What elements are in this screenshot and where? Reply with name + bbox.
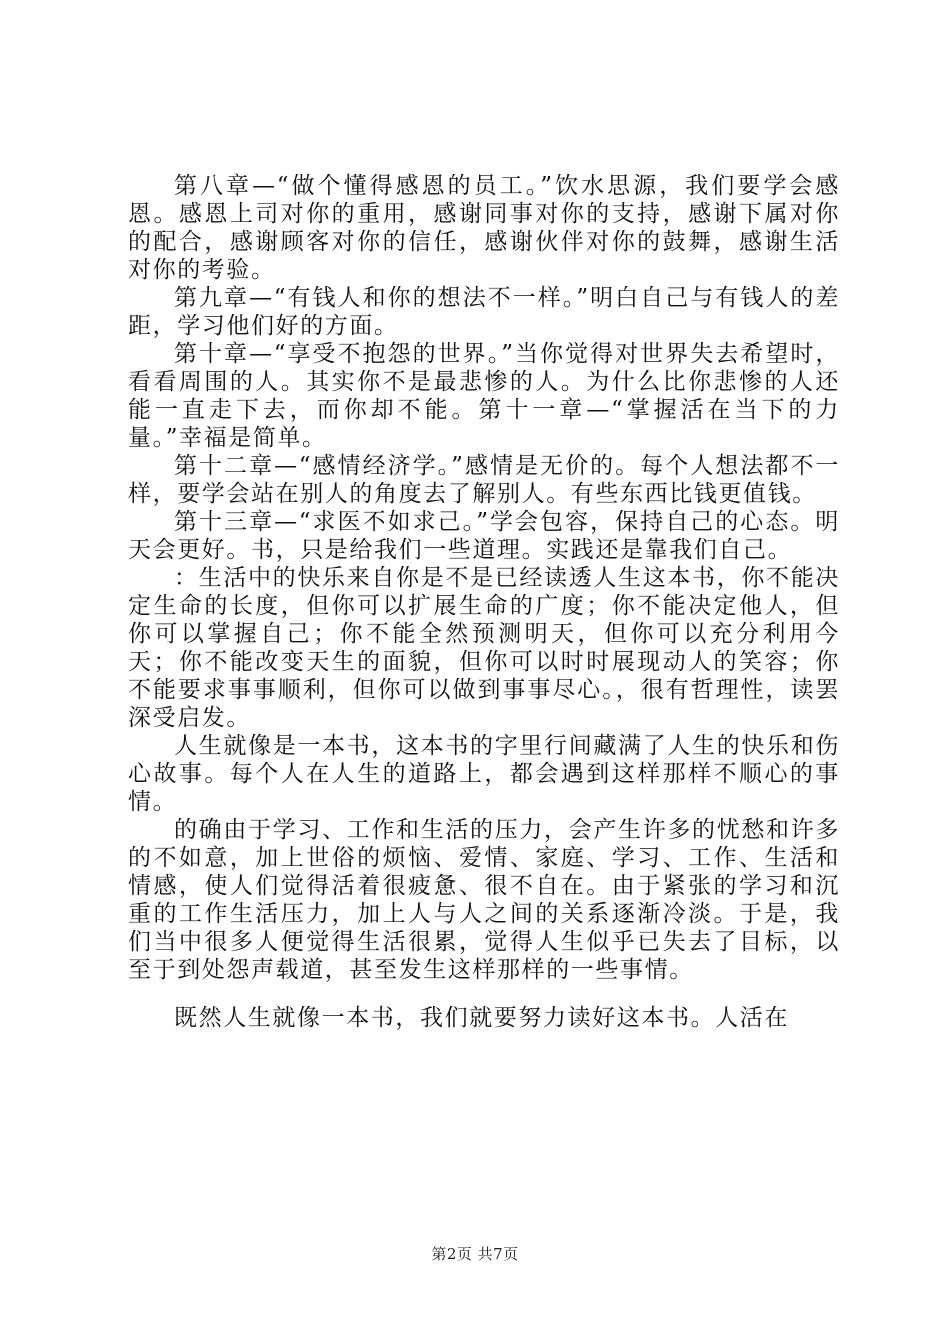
paragraph-life-book: 人生就像是一本书，这本书的字里行间藏满了人生的快乐和伤心故事。每个人在人生的道路上，都会遇到这样那样不顺心的事情。: [128, 733, 840, 815]
document-body: [128, 172, 840, 1032]
paragraph-reflection: ：生活中的快乐来自你是不是已经读透人生这本书，你不能决定生命的长度，但你可以扩展生命的广度；你不能决定他人，但你可以掌握自己；你不能全然预测明天，但你可以充分利用今天；你不能改变天生的面貌，但你可以时时展现动人的笑容；你不能要求事事顺利，但你可以做到事事尽心。，很有哲理性，读罢深受启发。: [128, 565, 840, 731]
paragraph-pressure: 的确由于学习、工作和生活的压力，会产生许多的忧愁和许多的不如意，加上世俗的烦恼、爱情、家庭、学习、工作、生活和情感，使人们觉得活着很疲惫、很不自在。由于紧张的学习和沉重的工作生活压力，加上人与人之间的关系逐渐冷淡。于是，我们当中很多人便觉得生活很累，觉得人生似乎已失去了目标，以至于到处怨声载道，甚至发生这样那样的一些事情。: [128, 817, 840, 983]
paragraph-chapter-10-11: 第十章—“享受不抱怨的世界。”当你觉得对世界失去希望时，看看周围的人。其实你不是最悲惨的人。为什么比你悲惨的人还能一直走下去，而你却不能。第十一章—“掌握活在当下的力量。”幸福是简单。: [128, 341, 840, 451]
paragraph-read-well: 既然人生就像一本书，我们就要努力读好这本书。人活在: [174, 1005, 789, 1031]
paragraph-chapter-13: 第十三章—“求医不如求己。”学会包容，保持自己的心态。明天会更好。书，只是给我们一些道理。实践还是靠我们自己。: [128, 509, 840, 563]
paragraph-chapter-12: 第十二章—“感情经济学。”感情是无价的。每个人想法都不一样，要学会站在别人的角度去了解别人。有些东西比钱更值钱。: [128, 453, 840, 507]
paragraph-chapter-9: 第九章—“有钱人和你的想法不一样。”明白自己与有钱人的差距，学习他们好的方面。: [128, 285, 840, 339]
page-indicator: 第2页 共7页: [431, 1245, 519, 1263]
paragraph-chapter-8: 第八章—“做个懂得感恩的员工。”饮水思源，我们要学会感恩。感恩上司对你的重用，感谢同事对你的支持，感谢下属对你的配合，感谢顾客对你的信任，感谢伙伴对你的鼓舞，感谢生活对你的考验。: [128, 173, 840, 283]
